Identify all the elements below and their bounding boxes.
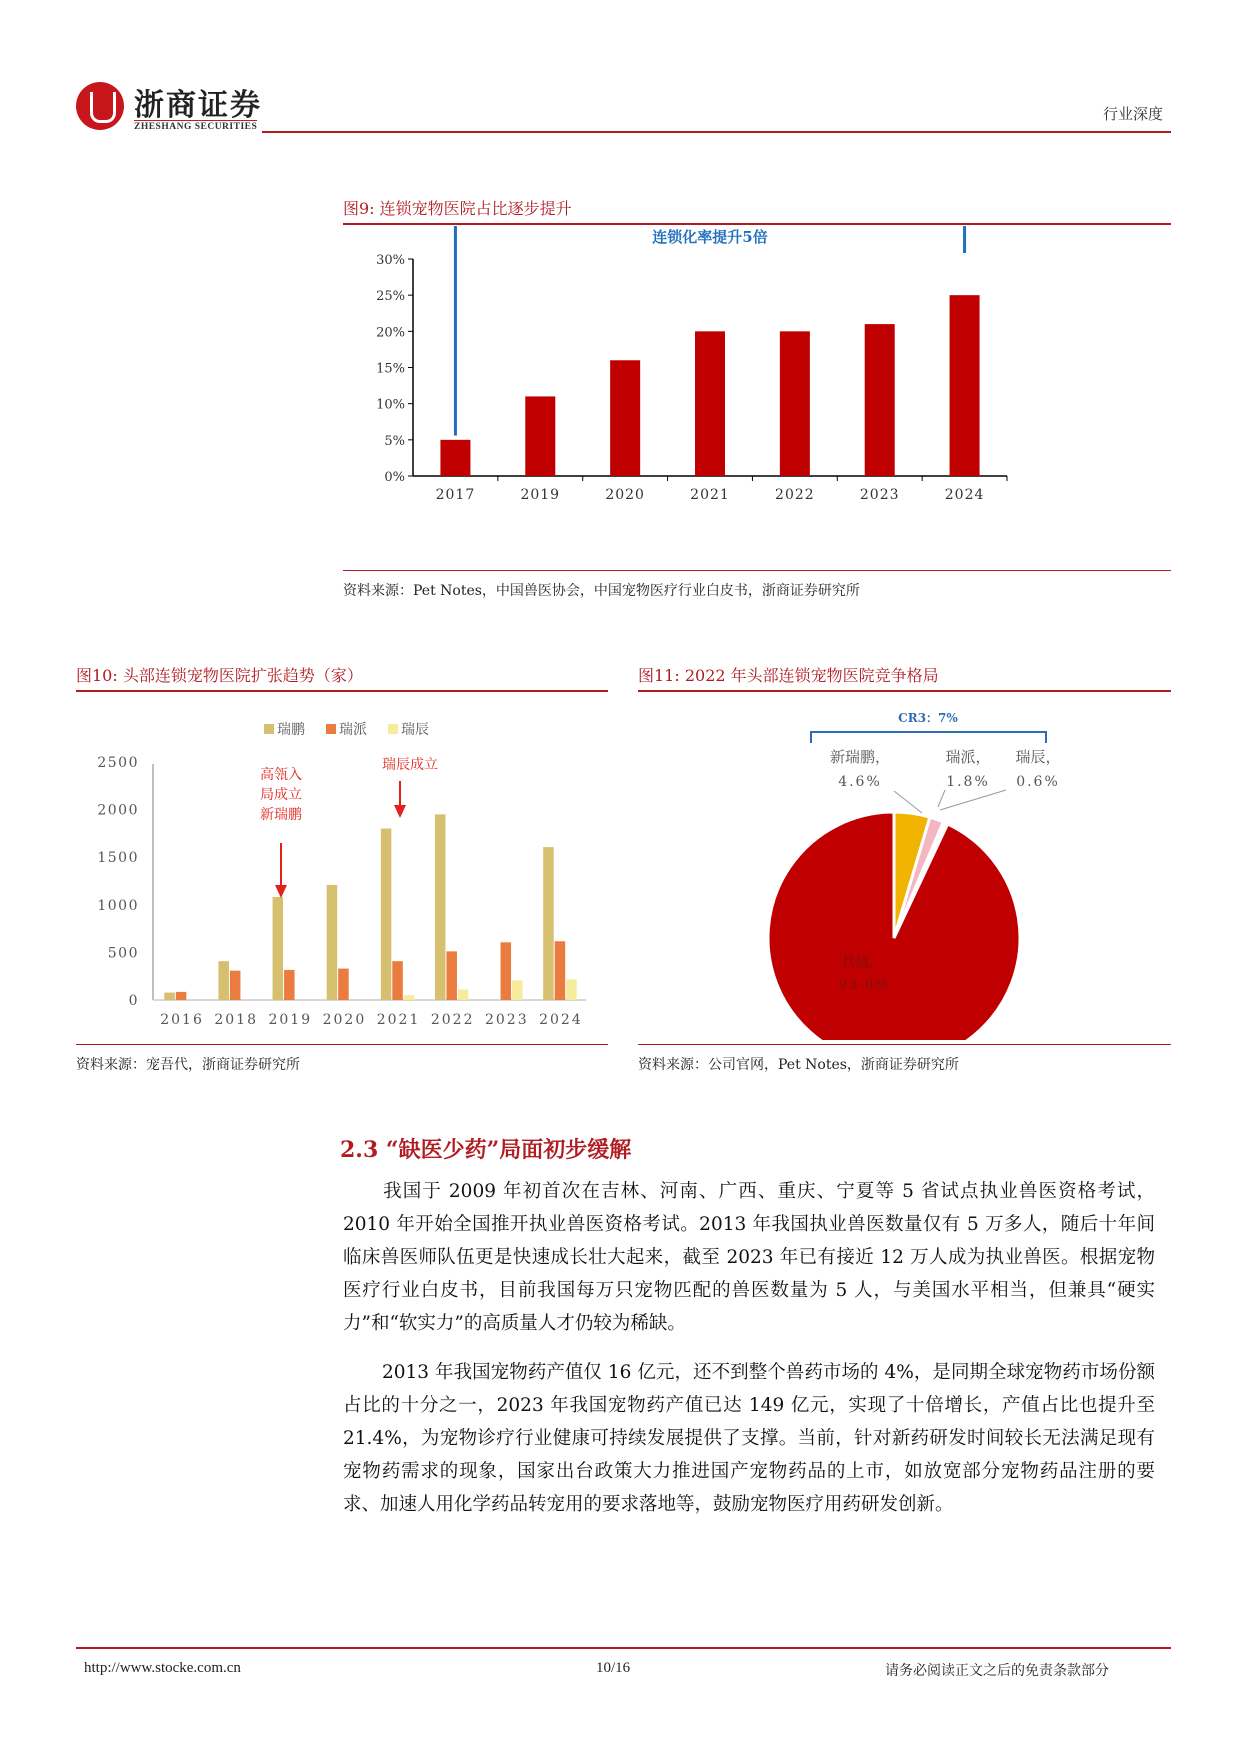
bar [865,324,895,476]
legend-label: 瑞辰 [401,722,429,738]
fig9-bar-chart [343,226,1171,566]
legend-swatch [326,724,336,734]
leader-line [938,790,945,807]
bar-瑞派 [284,970,295,1000]
y-tick-label: 1500 [97,850,139,867]
y-tick-label: 0% [384,470,405,485]
fig10-title: 图10: 头部连锁宠物医院扩张趋势（家） [76,666,363,685]
x-tick-label: 2024 [539,1012,583,1028]
x-tick-label: 2023 [484,1012,529,1028]
y-tick-label: 5% [384,433,405,449]
bar-瑞辰 [404,995,415,1000]
logo-mark [76,82,124,130]
fig11-title-rule [638,690,1171,692]
footer-divider [76,1647,1171,1649]
annotation-text: 瑞辰成立 [382,757,438,773]
bar-瑞鹏 [273,897,284,1000]
bar-瑞派 [338,969,349,1000]
logo-text-cn: 浙商证券 [134,88,262,123]
bar-瑞鹏 [327,885,338,1000]
cr3-bracket [811,732,1046,743]
bar-瑞派 [230,971,241,1000]
bar-瑞辰 [458,990,469,1000]
y-tick-label: 20% [376,325,405,341]
bar [780,331,810,476]
legend-swatch [388,724,398,734]
pie-label-name: 其他， [841,955,883,971]
bar-瑞鹏 [164,993,175,1000]
pie-label-name: 瑞辰， [1015,748,1061,766]
fig9-title: 图9: 连锁宠物医院占比逐步提升 [343,199,572,218]
bar [525,396,555,476]
legend-label: 瑞鹏 [277,722,305,738]
leader-line [940,790,1006,810]
bar [950,295,980,476]
bar-瑞派 [392,961,403,1000]
x-tick-label: 2022 [775,487,815,503]
logo-text-en: ZHESHANG SECURITIES [134,122,258,132]
paragraph-1 [343,1175,1155,1340]
y-tick-label: 2500 [97,755,139,771]
fig11-pie-chart [638,695,1171,1040]
y-tick-label: 2000 [97,802,139,819]
fig11-bottom-rule [638,1044,1171,1045]
paragraph-2 [343,1356,1155,1521]
page-number: 10/16 [596,1660,631,1676]
fig9-bottom-rule [343,570,1171,571]
x-tick-label: 2020 [322,1012,367,1028]
x-tick-label: 2021 [690,487,730,503]
bar-瑞鹏 [381,829,392,1000]
x-tick-label: 2016 [160,1012,204,1028]
header-divider [262,131,1171,133]
bar-瑞派 [501,942,512,1000]
bar-瑞派 [555,941,566,1000]
x-tick-label: 2023 [859,487,900,503]
x-tick-label: 2018 [214,1012,259,1028]
footer-url-link[interactable]: http://www.stocke.com.cn [84,1660,241,1676]
annotation-label: 连锁化率提升5倍 [652,228,768,246]
bar [440,440,470,476]
x-tick-label: 2019 [268,1012,313,1028]
y-tick-label: 15% [376,361,405,377]
y-tick-label: 10% [376,397,405,413]
bar [610,360,640,476]
x-tick-label: 2022 [430,1012,475,1028]
x-tick-label: 2020 [605,487,645,503]
arrow-head-icon [275,885,287,898]
pie-label-name: 新瑞鹏， [829,748,891,766]
paragraph-2-text: 2013 年我国宠物药产值仅 16 亿元，还不到整个兽药市场的 4%，是同期全球宠物药市场份额占比的十分之一，2023 年我国宠物药产值已达 149 亿元，实现了十倍增长，产值占比也提升至 21.4%，为宠物诊疗行业健康可持续发展提供了支撑。当前，针对新药研发时间较长无法满足现有宠物药需求的现象，国家出台政策大力推进国产宠物药品的上市，如放宽部分宠物药品注册的要求、加速人用化学药品转宠用的要求落地等，鼓励宠物医疗用药研发创新。 [343,1362,1155,1515]
fig11-title: 图11: 2022 年头部连锁宠物医院竞争格局 [638,666,939,685]
fig10-bar-chart [76,695,608,1040]
pie-slice-其他 [768,812,1020,1040]
fig11-source: 资料来源：公司官网，Pet Notes，浙商证券研究所 [638,1057,959,1073]
legend-swatch [264,724,274,734]
bar-瑞鹏 [218,961,229,1000]
fig9-title-rule [343,223,1171,225]
legend-label: 瑞派 [339,722,367,738]
annotation-text: 新瑞鹏 [260,807,302,823]
report-type-label: 行业深度 [1103,105,1164,123]
annotation-text: 局成立 [260,787,302,803]
arrow-head-icon [394,805,406,818]
pie-label-value: 1.8% [946,774,990,790]
section-heading: 2.3 “缺医少药”局面初步缓解 [340,1137,632,1163]
leader-line [894,791,922,813]
pie-label-value: 4.6% [838,774,882,790]
fig10-source: 资料来源：宠吾代，浙商证券研究所 [76,1057,300,1073]
bar-瑞鹏 [543,847,554,1000]
pie-label-value: 93.0% [838,978,890,993]
bar-瑞派 [446,951,457,1000]
y-tick-label: 1000 [97,897,139,914]
disclaimer-note: 请务必阅读正文之后的免责条款部分 [885,1663,1109,1679]
x-tick-label: 2024 [944,487,985,503]
annotation-text: 高瓴入 [260,767,302,783]
bar [695,331,725,476]
x-tick-label: 2017 [435,487,476,503]
fig9-source: 资料来源：Pet Notes，中国兽医协会，中国宠物医疗行业白皮书，浙商证券研究所 [343,583,860,599]
y-tick-label: 30% [376,253,405,268]
x-tick-label: 2019 [520,487,561,503]
y-tick-label: 500 [107,945,139,962]
x-tick-label: 2021 [376,1012,421,1028]
bar-瑞辰 [512,980,523,1000]
y-tick-label: 0 [128,993,139,1009]
cr3-label: CR3：7% [898,711,958,725]
y-tick-label: 25% [376,289,405,305]
paragraph-1-text: 我国于 2009 年初首次在吉林、河南、广西、重庆、宁夏等 5 省试点执业兽医资格考试，2010 年开始全国推开执业兽医资格考试。2013 年我国执业兽医数量仅有 5 万多人，随后十年间临床兽医师队伍更是快速成长壮大起来，截至 2023 年已有接近 12 万人成为执业兽医。根据宠物医疗行业白皮书，目前我国每万只宠物匹配的兽医数量为 5 人，与美国水平相当，但兼具“硬实力”和“软实力”的高质量人才仍较为稀缺。 [343,1181,1155,1334]
bar-瑞鹏 [435,814,446,1000]
bar-瑞辰 [566,979,577,1000]
fig10-bottom-rule [76,1044,608,1045]
fig10-title-rule [76,690,608,692]
pie-label-value: 0.6% [1016,774,1060,790]
bar-瑞派 [176,992,187,1000]
pie-label-name: 瑞派， [945,748,991,766]
